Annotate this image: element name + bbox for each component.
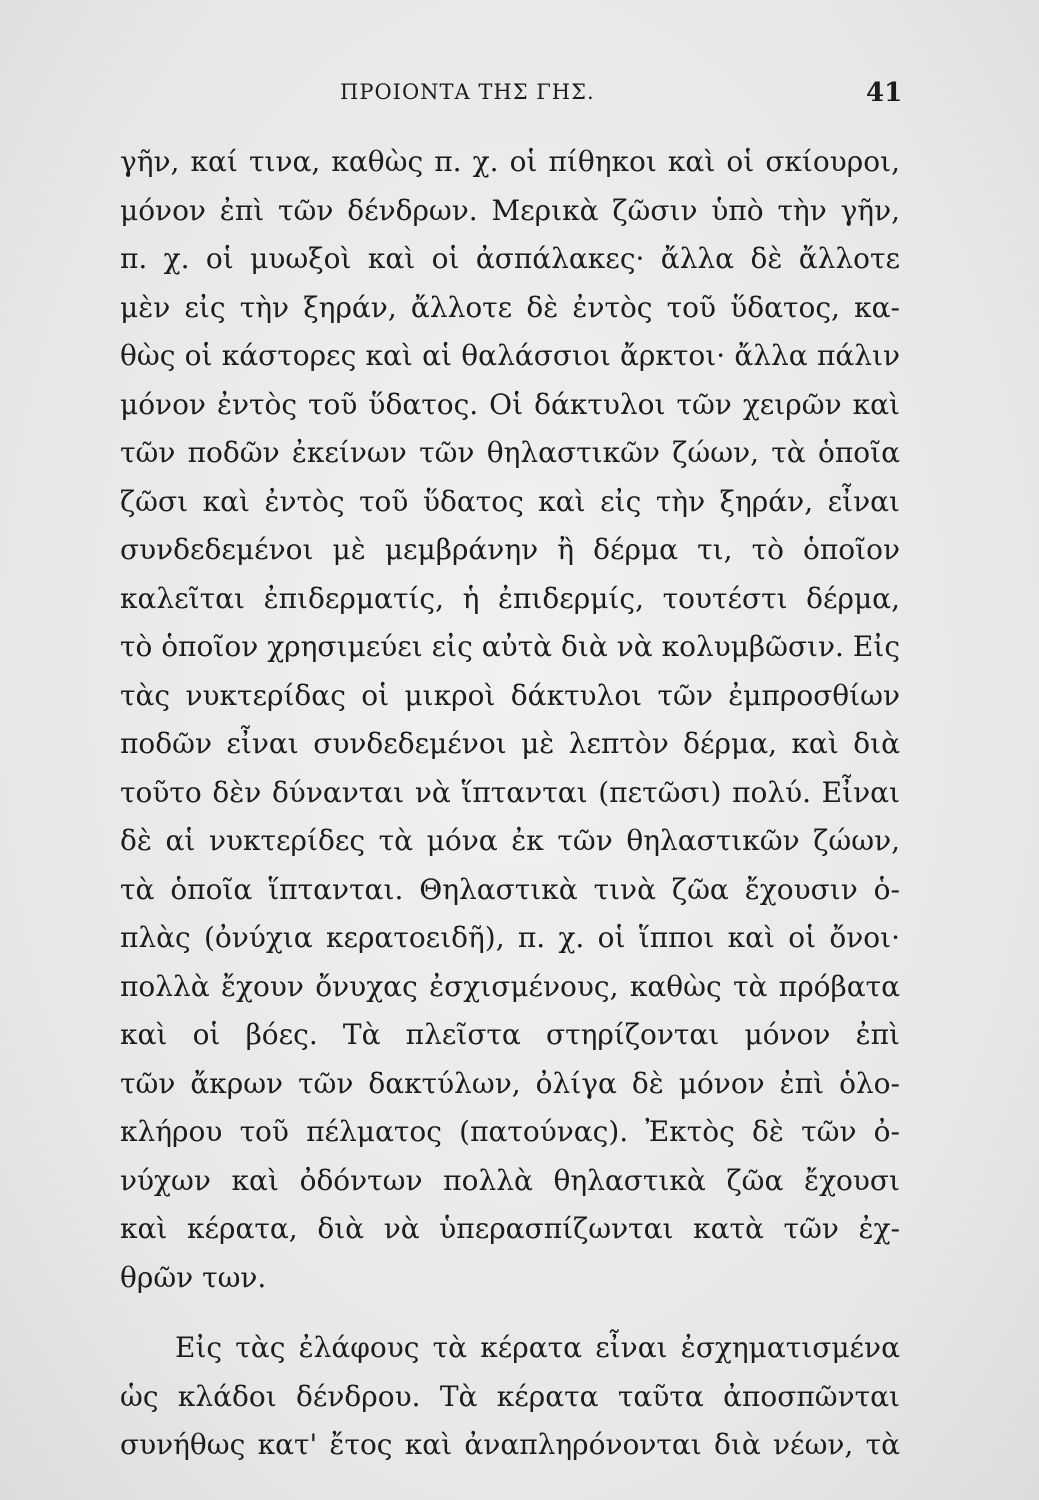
text-line: καὶ οἱ βόες. Τὰ πλεῖστα στηρίζονται μόνον ἐπὶ: [120, 1018, 900, 1051]
text-line: τοῦτο δὲν δύνανται νὰ ἵπτανται (πετῶσι) πολύ. Εἶναι: [120, 775, 900, 809]
text-line: ὡς κλάδοι δένδρου. Τὰ κέρατα ταῦτα ἀποσπῶνται: [120, 1379, 900, 1413]
text-line: τὰ ὁποῖα ἵπτανται. Θηλαστικὰ τινὰ ζῶα ἔχουσιν ὁ-: [120, 872, 900, 906]
text-line: πλὰς (ὀνύχια κερατοειδῆ), π. χ. οἱ ἵπποι καὶ οἱ ὄνοι·: [120, 921, 900, 954]
text-line: μόνον ἐπὶ τῶν δένδρων. Μερικὰ ζῶσιν ὑπὸ τὴν γῆν,: [120, 193, 900, 227]
body-text: [120, 138, 900, 1470]
text-line: τῶν ἄκρων τῶν δακτύλων, ὀλίγα δὲ μόνον ἐπὶ ὁλο-: [120, 1066, 900, 1100]
paragraph-gap: [120, 1302, 900, 1324]
text-line: τῶν ποδῶν ἐκείνων τῶν θηλαστικῶν ζώων, τὰ ὁποῖα: [120, 436, 900, 469]
text-line: κλήρου τοῦ πέλματος (πατούνας). Ἐκτὸς δὲ τῶν ὀ-: [120, 1115, 900, 1148]
text-line: συνήθως κατ' ἔτος καὶ ἀναπληρόνονται διὰ νέων, τὰ: [120, 1428, 900, 1461]
text-line: ποδῶν εἶναι συνδεδεμένοι μὲ λεπτὸν δέρμα, καὶ διὰ: [120, 727, 900, 760]
page-number: 41: [866, 78, 903, 108]
text-line: καὶ κέρατα, διὰ νὰ ὑπερασπίζωνται κατὰ τῶν ἐχ-: [120, 1212, 900, 1245]
text-line: δὲ αἱ νυκτερίδες τὰ μόνα ἐκ τῶν θηλαστικῶν ζώων,: [120, 824, 900, 857]
text-line: νύχων καὶ ὀδόντων πολλὰ θηλαστικὰ ζῶα ἔχουσι: [120, 1163, 900, 1197]
page-header: [0, 80, 1039, 120]
text-line: θρῶν των.: [120, 1260, 267, 1294]
text-line: μὲν εἰς τὴν ξηράν, ἄλλοτε δὲ ἐντὸς τοῦ ὕδατος, κα-: [120, 290, 900, 324]
text-line: τὸ ὁποῖον χρησιμεύει εἰς αὐτὰ διὰ νὰ κολυμβῶσιν. Εἰς: [120, 630, 900, 663]
text-line: θὼς οἱ κάστορες καὶ αἱ θαλάσσιοι ἄρκτοι· ἄλλα πάλιν: [120, 339, 900, 372]
text-line: γῆν, καί τινα, καθὼς π. χ. οἱ πίθηκοι καὶ οἱ σκίουροι,: [120, 145, 900, 178]
text-line: πολλὰ ἔχουν ὄνυχας ἐσχισμένους, καθὼς τὰ πρόβατα: [120, 969, 900, 1003]
text-line: τὰς νυκτερίδας οἱ μικροὶ δάκτυλοι τῶν ἐμπροσθίων: [120, 678, 900, 712]
text-line: π. χ. οἱ μυωξοὶ καὶ οἱ ἀσπάλακες· ἄλλα δὲ ἄλλοτε: [120, 242, 900, 275]
text-line: καλεῖται ἐπιδερματίς, ἡ ἐπιδερμίς, τουτέστι δέρμα,: [120, 581, 900, 615]
running-title: ΠΡΟΙΟΝΤΑ ΤΗΣ ΓΗΣ.: [340, 80, 595, 104]
text-line: ζῶσι καὶ ἐντὸς τοῦ ὕδατος καὶ εἰς τὴν ξηράν, εἶναι: [120, 484, 900, 518]
paragraph-1: [120, 138, 900, 1302]
text-line: συνδεδεμένοι μὲ μεμβράνην ἢ δέρμα τι, τὸ ὁποῖον: [120, 533, 900, 566]
text-line: Εἰς τὰς ἐλάφους τὰ κέρατα εἶναι ἐσχηματισμένα: [175, 1331, 900, 1364]
paragraph-2: [120, 1324, 900, 1470]
text-line: μόνον ἐντὸς τοῦ ὕδατος. Οἱ δάκτυλοι τῶν χειρῶν καὶ: [120, 387, 900, 421]
